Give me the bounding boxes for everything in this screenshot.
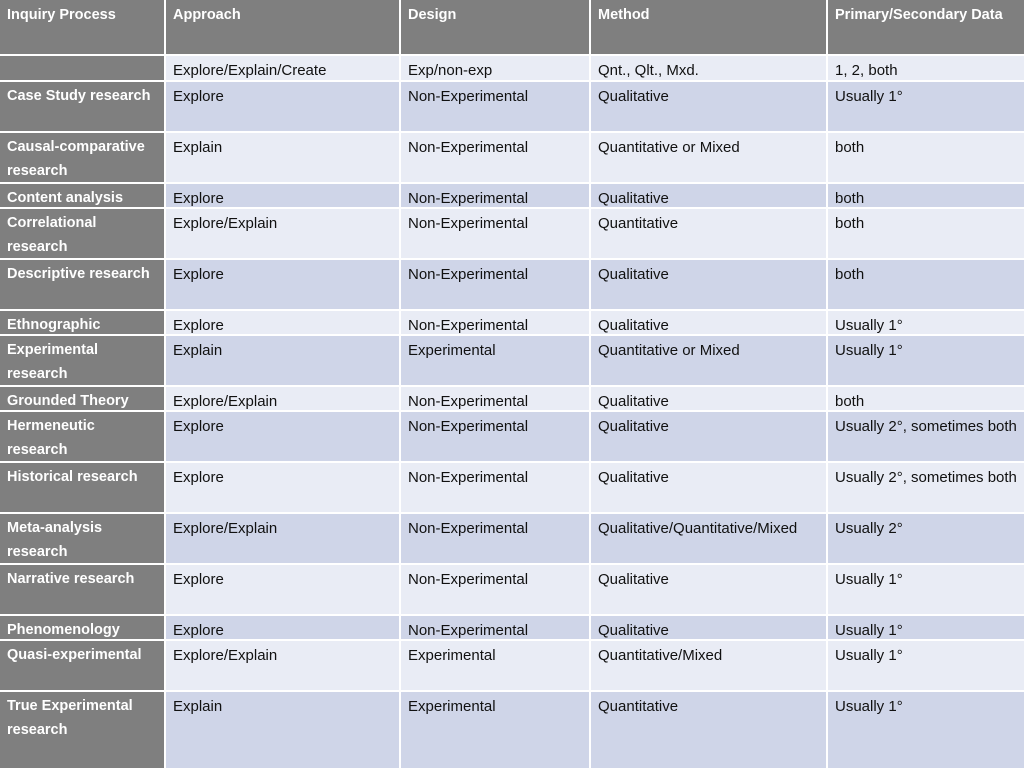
inquiry-process-cell: Descriptive research — [0, 260, 164, 309]
table-cell: Non-Experimental — [399, 387, 589, 410]
table-cell: Quantitative — [589, 692, 826, 768]
table-cell: Non-Experimental — [399, 311, 589, 334]
table-cell: Explore/Explain — [164, 209, 399, 258]
table-cell: Explore — [164, 82, 399, 131]
table-cell: Qnt., Qlt., Mxd. — [589, 56, 826, 80]
table-cell: Exp/non-exp — [399, 56, 589, 80]
table-cell: Explore — [164, 616, 399, 639]
table-cell: Explain — [164, 692, 399, 768]
table-cell: both — [826, 387, 1024, 410]
table-cell: Explore/Explain/Create — [164, 56, 399, 80]
table-cell: Explore — [164, 184, 399, 207]
table-cell: Qualitative — [589, 260, 826, 309]
table-cell: Qualitative — [589, 82, 826, 131]
table-cell: Explain — [164, 133, 399, 182]
inquiry-process-cell: Causal-comparative research — [0, 133, 164, 182]
table-cell: Qualitative — [589, 463, 826, 512]
table-cell: Qualitative — [589, 311, 826, 334]
column-header: Inquiry Process — [0, 0, 164, 54]
table-cell: Non-Experimental — [399, 463, 589, 512]
table-cell: Explore — [164, 311, 399, 334]
table-cell: Explain — [164, 336, 399, 385]
table-cell: Experimental — [399, 641, 589, 690]
inquiry-process-cell: Ethnographic — [0, 311, 164, 334]
table-cell: Quantitative or Mixed — [589, 133, 826, 182]
inquiry-process-cell: Correlational research — [0, 209, 164, 258]
table-cell: Usually 1° — [826, 692, 1024, 768]
table-cell: Usually 1° — [826, 616, 1024, 639]
table-cell: Experimental — [399, 692, 589, 768]
table-cell: Explore — [164, 260, 399, 309]
inquiry-process-cell: Historical research — [0, 463, 164, 512]
table-row — [0, 563, 1024, 614]
column-header: Design — [399, 0, 589, 54]
table-cell: Qualitative — [589, 184, 826, 207]
inquiry-process-cell: Hermeneutic research — [0, 412, 164, 461]
table-cell: Non-Experimental — [399, 565, 589, 614]
table-cell: both — [826, 209, 1024, 258]
table-cell: Usually 1° — [826, 565, 1024, 614]
table-row — [0, 690, 1024, 768]
table-cell: both — [826, 260, 1024, 309]
table-cell: Non-Experimental — [399, 209, 589, 258]
table-row — [0, 512, 1024, 563]
table-row — [0, 54, 1024, 80]
table-cell: Usually 1° — [826, 311, 1024, 334]
table-cell: Explore/Explain — [164, 387, 399, 410]
column-header: Primary/Secondary Data — [826, 0, 1024, 54]
inquiry-process-cell: Meta-analysis research — [0, 514, 164, 563]
table-header-row — [0, 0, 1024, 54]
table-cell: Explore — [164, 412, 399, 461]
column-header: Method — [589, 0, 826, 54]
table-cell: Explore/Explain — [164, 641, 399, 690]
table-row — [0, 309, 1024, 334]
table-cell: Non-Experimental — [399, 133, 589, 182]
table-cell: Qualitative — [589, 412, 826, 461]
inquiry-process-cell: Case Study research — [0, 82, 164, 131]
table-cell: Qualitative — [589, 565, 826, 614]
inquiry-process-cell: Narrative research — [0, 565, 164, 614]
table-cell: Explore/Explain — [164, 514, 399, 563]
table-cell: Usually 1° — [826, 641, 1024, 690]
table-row — [0, 334, 1024, 385]
table-row — [0, 131, 1024, 182]
table-row — [0, 461, 1024, 512]
table-cell: Non-Experimental — [399, 616, 589, 639]
table-cell: Usually 2°, sometimes both — [826, 412, 1024, 461]
inquiry-process-cell: Content analysis — [0, 184, 164, 207]
table-cell: Qualitative — [589, 616, 826, 639]
table-cell: Explore — [164, 565, 399, 614]
table-row — [0, 614, 1024, 639]
table-cell: Quantitative or Mixed — [589, 336, 826, 385]
table-cell: Usually 1° — [826, 336, 1024, 385]
inquiry-process-cell: Experimental research — [0, 336, 164, 385]
table-cell: both — [826, 184, 1024, 207]
table-row — [0, 385, 1024, 410]
table-cell: both — [826, 133, 1024, 182]
table-cell: Experimental — [399, 336, 589, 385]
table-cell: Usually 2° — [826, 514, 1024, 563]
table-cell: Non-Experimental — [399, 412, 589, 461]
table-cell: Qualitative/Quantitative/Mixed — [589, 514, 826, 563]
table-cell: Quantitative/Mixed — [589, 641, 826, 690]
table-cell: Qualitative — [589, 387, 826, 410]
table-cell: Non-Experimental — [399, 184, 589, 207]
inquiry-process-cell: Phenomenology — [0, 616, 164, 639]
table-cell: Non-Experimental — [399, 514, 589, 563]
table-cell: Usually 2°, sometimes both — [826, 463, 1024, 512]
table-row — [0, 207, 1024, 258]
table-row — [0, 639, 1024, 690]
table-row — [0, 80, 1024, 131]
table-cell: Usually 1° — [826, 82, 1024, 131]
table-cell: Non-Experimental — [399, 82, 589, 131]
table-row — [0, 182, 1024, 207]
inquiry-process-cell: True Experimental research — [0, 692, 164, 768]
table-row — [0, 258, 1024, 309]
table-cell: Quantitative — [589, 209, 826, 258]
column-header: Approach — [164, 0, 399, 54]
table-cell: 1, 2, both — [826, 56, 1024, 80]
inquiry-process-cell: Grounded Theory — [0, 387, 164, 410]
inquiry-process-cell — [0, 56, 164, 80]
table-cell: Explore — [164, 463, 399, 512]
table-row — [0, 410, 1024, 461]
inquiry-process-cell: Quasi-experimental — [0, 641, 164, 690]
table-cell: Non-Experimental — [399, 260, 589, 309]
